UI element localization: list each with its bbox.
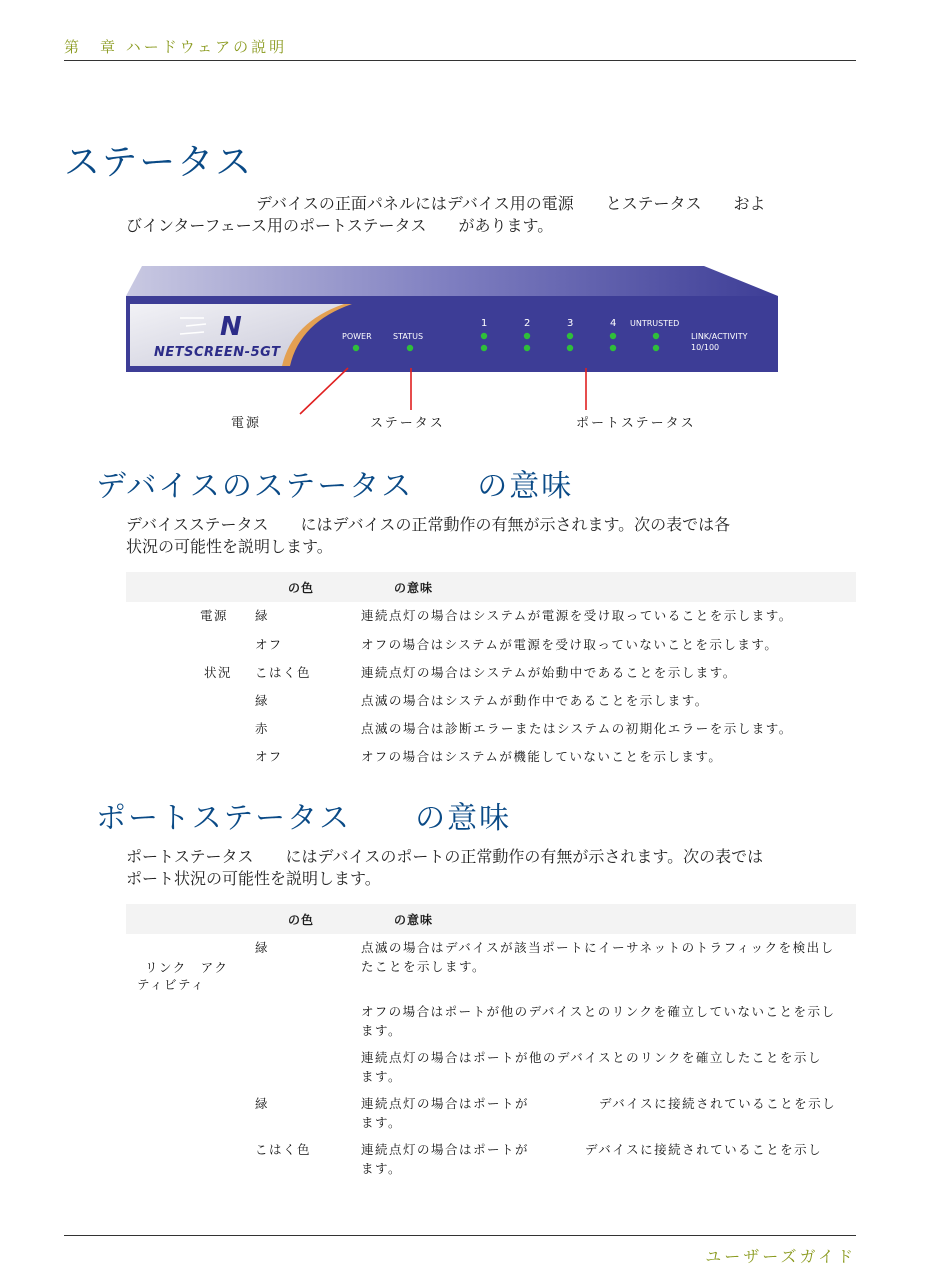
row-6-color: オフ: [255, 749, 283, 764]
port-item-line-2: ティビティ: [137, 977, 206, 992]
port-row-2-meaning-1: オフの場合はポートが他のデバイスとのリンクを確立していないことを示し: [361, 1004, 836, 1019]
port-2-label: 2: [524, 318, 531, 329]
device-col-color: の色: [288, 581, 315, 595]
port-2-led-top: [524, 333, 530, 339]
port-col-color: の色: [288, 913, 315, 927]
row-4-color: 緑: [255, 693, 270, 708]
port-row-4-meaning-2: ます。: [361, 1115, 403, 1130]
port-4-led-top: [610, 333, 616, 339]
port-3-led-top: [567, 333, 573, 339]
port-row-4-meaning-1: 連続点灯の場合はポートが デバイスに接続されていることを示し: [361, 1096, 837, 1111]
device-top-surface: [126, 266, 778, 296]
row-1-item: 電源: [200, 608, 229, 623]
port-4-led-bottom: [610, 345, 616, 351]
port-row-1-color: 緑: [255, 940, 270, 955]
row-1-color: 緑: [255, 608, 270, 623]
port-item-line-1: リンク アク: [145, 960, 229, 975]
row-6-meaning: オフの場合はシステムが機能していないことを示します。: [361, 749, 723, 764]
callout-lines: [290, 364, 600, 416]
port-row-3-meaning-1: 連続点灯の場合はポートが他のデバイスとのリンクを確立したことを示し: [361, 1050, 822, 1065]
header-rule: [64, 60, 856, 61]
port-row-2-meaning-2: ます。: [361, 1023, 403, 1038]
section-device-heading: デバイスのステータス の意味: [96, 469, 574, 504]
port-3-led-bottom: [567, 345, 573, 351]
device-brand: NETSCREEN-5GT: [154, 345, 281, 360]
intro-line-1: デバイスの正面パネルにはデバイス用の電源 とステータス およ: [256, 194, 766, 213]
led-array: [340, 330, 670, 356]
link-activity-label: LINK/ACTIVITY: [691, 332, 748, 341]
port-4-label: 4: [610, 318, 617, 329]
port-row-1-meaning-1: 点滅の場合はデバイスが該当ポートにイーサネットのトラフィックを検出し: [361, 940, 835, 955]
power-label: POWER: [342, 332, 372, 341]
speed-label: 10/100: [691, 343, 720, 352]
port-row-5-meaning-2: ます。: [361, 1161, 403, 1176]
row-3-meaning: 連続点灯の場合はシステムが始動中であることを示します。: [361, 665, 737, 680]
status-label: STATUS: [393, 332, 424, 341]
untrusted-led-bottom: [653, 345, 659, 351]
section-port-para-2: ポート状況の可能性を説明します。: [126, 869, 381, 888]
port-col-meaning: の意味: [394, 913, 434, 927]
port-3-label: 3: [567, 318, 574, 329]
device-table-header: [126, 572, 856, 602]
port-1-label: 1: [481, 318, 488, 329]
port-1-led-bottom: [481, 345, 487, 351]
logo-mark: N: [220, 312, 242, 342]
page-title: ステータス: [64, 142, 254, 183]
row-3-color: こはく色: [255, 665, 312, 680]
row-5-meaning: 点滅の場合は診断エラーまたはシステムの初期化エラーを示します。: [361, 721, 793, 736]
section-device-para-1: デバイスステータス にはデバイスの正常動作の有無が示されます。次の表では各: [126, 515, 731, 534]
row-4-meaning: 点滅の場合はシステムが動作中であることを示します。: [361, 693, 709, 708]
intro-line-2: びインターフェース用のポートステータス があります。: [126, 216, 554, 235]
section-port-heading: ポートステータス の意味: [96, 801, 512, 836]
port-2-led-bottom: [524, 345, 530, 351]
row-2-color: オフ: [255, 637, 283, 652]
port-row-1-meaning-2: たことを示します。: [361, 959, 487, 974]
untrusted-led-top: [653, 333, 659, 339]
port-row-5-meaning-1: 連続点灯の場合はポートが デバイスに接続されていることを示し: [361, 1142, 823, 1157]
caption-port-status: ポートステータス: [576, 416, 696, 431]
port-row-3-meaning-2: ます。: [361, 1069, 403, 1084]
status-led: [407, 345, 413, 351]
row-3-item: 状況: [204, 665, 233, 680]
port-row-4-color: 緑: [255, 1096, 270, 1111]
row-2-meaning: オフの場合はシステムが電源を受け取っていないことを示します。: [361, 637, 779, 652]
device-col-meaning: の意味: [394, 581, 434, 595]
port-row-5-color: こはく色: [255, 1142, 312, 1157]
section-port-para-1: ポートステータス にはデバイスのポートの正常動作の有無が示されます。次の表では: [126, 847, 764, 866]
power-callout-line: [300, 368, 348, 414]
row-1-meaning: 連続点灯の場合はシステムが電源を受け取っていることを示します。: [361, 608, 793, 623]
port-1-led-top: [481, 333, 487, 339]
caption-status: ステータス: [370, 416, 445, 431]
untrusted-label: UNTRUSTED: [630, 319, 680, 328]
chapter-header: 第 章 ハードウェアの説明: [64, 38, 288, 56]
footer-rule: [64, 1235, 856, 1236]
power-led: [353, 345, 359, 351]
port-table-header: [126, 904, 856, 934]
section-device-para-2: 状況の可能性を説明します。: [126, 537, 333, 556]
footer-label: ユーザーズガイド: [705, 1247, 856, 1266]
caption-power: 電源: [231, 416, 262, 431]
row-5-color: 赤: [255, 721, 270, 736]
